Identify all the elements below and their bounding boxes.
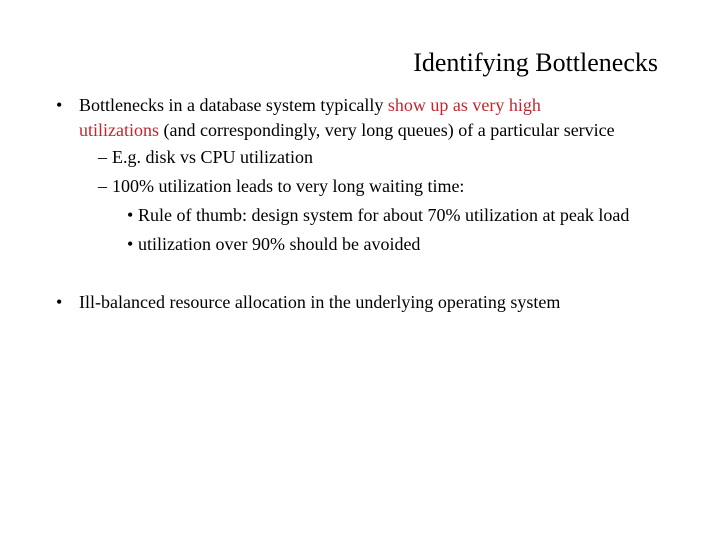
bullet-2: Ill-balanced resource allocation in the underlying operating system [79,292,561,312]
bullet-marker: • [56,95,63,115]
bullet-marker: • [56,292,63,312]
bullet-1-text-continued: (and correspondingly, very long queues) of a particular service [159,120,615,140]
sub-sub-bullet-marker: • [127,205,134,225]
bullet-1-highlight: show up as very high [387,95,541,115]
sub-sub-bullet-1-2-1: Rule of thumb: design system for about 70% utilization at peak load [138,205,630,225]
bullet-1-line-1 [79,94,541,116]
sub-sub-bullet-marker: • [127,234,134,254]
sub-bullet-1-2: 100% utilization leads to very long waiting time: [112,176,465,196]
sub-bullet-marker: – [98,147,107,167]
bullet-1-highlight-continued: utilizations [79,120,159,140]
sub-bullet-marker: – [98,176,107,196]
bullet-1-text: Bottlenecks in a database system typically [79,95,388,115]
sub-sub-bullet-1-2-2: utilization over 90% should be avoided [138,234,421,254]
slide-title: Identifying Bottlenecks [413,48,658,77]
sub-bullet-1-1: E.g. disk vs CPU utilization [112,147,314,167]
bullet-1-line-2 [79,119,615,141]
